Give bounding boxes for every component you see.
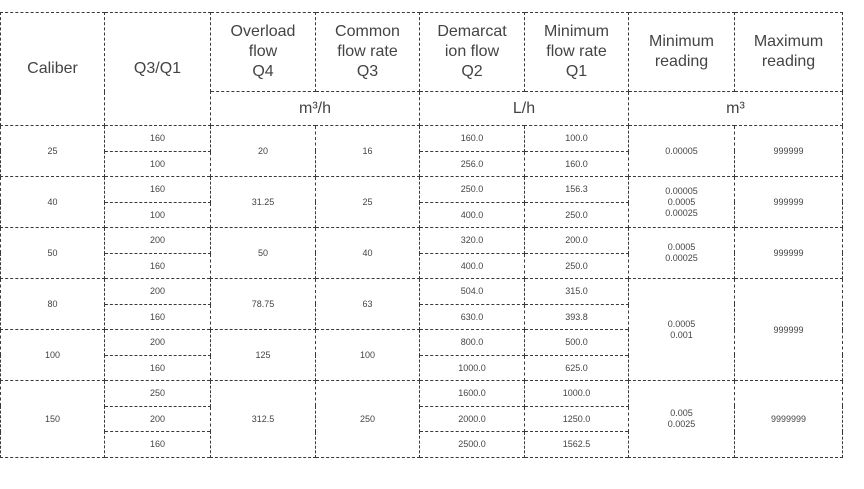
- q4-cell: 50: [211, 228, 316, 279]
- q2-cell: 504.0: [420, 279, 525, 305]
- ratio-cell: 160: [105, 253, 211, 279]
- ratio-cell: 160: [105, 177, 211, 203]
- header-maximum-reading: [735, 13, 843, 92]
- min-reading-cell: [629, 279, 735, 381]
- header-line: Q2: [461, 63, 483, 80]
- caliber-cell: 40: [1, 177, 105, 228]
- min-reading-cell: [629, 381, 735, 458]
- flow-spec-table: [0, 12, 843, 458]
- q4-cell: 125: [211, 330, 316, 381]
- max-reading-cell: 999999: [735, 228, 843, 279]
- q2-cell: 2000.0: [420, 406, 525, 432]
- q3-cell: 25: [316, 177, 420, 228]
- header-line: Q3: [356, 63, 379, 80]
- ratio-cell: 160: [105, 432, 211, 458]
- q2-cell: 256.0: [420, 151, 525, 177]
- ratio-cell: 200: [105, 228, 211, 254]
- table-row: [1, 279, 843, 305]
- min-reading-value: 0.0025: [667, 418, 696, 429]
- flow-spec-table-wrapper: [0, 12, 842, 458]
- q1-cell: 1250.0: [525, 406, 629, 432]
- q1-cell: 315.0: [525, 279, 629, 305]
- max-reading-cell: 999999: [735, 279, 843, 381]
- ratio-cell: 160: [105, 126, 211, 152]
- q2-cell: 400.0: [420, 202, 525, 228]
- unit-flow-m3h: m³/h: [211, 92, 420, 126]
- header-line: flow: [248, 43, 278, 60]
- min-reading-value: 0.00005: [665, 145, 698, 156]
- q2-cell: 400.0: [420, 253, 525, 279]
- max-reading-cell: 9999999: [735, 381, 843, 458]
- q2-cell: 1600.0: [420, 381, 525, 407]
- header-minimum-reading: [629, 13, 735, 92]
- min-reading-value: 0.0005: [667, 242, 696, 252]
- caliber-cell: 100: [1, 330, 105, 381]
- q4-cell: 312.5: [211, 381, 316, 458]
- min-reading-value: 0.005: [670, 407, 693, 418]
- header-line: Minimum: [544, 23, 609, 40]
- q3-cell: 40: [316, 228, 420, 279]
- min-reading-value: 0.0005: [667, 318, 696, 329]
- header-line: reading: [654, 53, 709, 70]
- q2-cell: 2500.0: [420, 432, 525, 458]
- header-common-flow: [316, 13, 420, 92]
- q2-cell: 1000.0: [420, 355, 525, 381]
- caliber-cell: 80: [1, 279, 105, 330]
- header-demarcation-flow: [420, 13, 525, 92]
- q2-cell: 800.0: [420, 330, 525, 356]
- header-line: Q4: [252, 63, 274, 80]
- min-reading-cell: [629, 177, 735, 228]
- q1-cell: 250.0: [525, 253, 629, 279]
- unit-flow-lh: L/h: [420, 92, 629, 126]
- header-line: flow rate: [337, 43, 398, 60]
- header-line: Q1: [565, 63, 588, 80]
- header-line: ion flow: [444, 43, 500, 60]
- ratio-cell: 100: [105, 151, 211, 177]
- header-line: Demarcat: [437, 23, 507, 40]
- header-minimum-flow: [525, 13, 629, 92]
- q1-cell: 156.3: [525, 177, 629, 203]
- header-caliber: Caliber: [1, 13, 105, 126]
- ratio-cell: 200: [105, 330, 211, 356]
- q4-cell: 20: [211, 126, 316, 177]
- header-q3-q1: Q3/Q1: [105, 13, 211, 126]
- q1-cell: 1000.0: [525, 381, 629, 407]
- max-reading-cell: 999999: [735, 177, 843, 228]
- table-row: [1, 126, 843, 152]
- q2-cell: 630.0: [420, 304, 525, 330]
- min-reading-cell: [629, 126, 735, 177]
- table-row: [1, 228, 843, 254]
- min-reading-value: 0.00025: [665, 253, 698, 263]
- min-reading-value: 0.001: [670, 329, 693, 340]
- min-reading-value: 0.00025: [665, 207, 698, 218]
- min-reading-value: 0.00005: [665, 185, 698, 196]
- q1-cell: 100.0: [525, 126, 629, 152]
- q4-cell: 78.75: [211, 279, 316, 330]
- q1-cell: 160.0: [525, 151, 629, 177]
- header-line: Common: [335, 23, 400, 40]
- q2-cell: 160.0: [420, 126, 525, 152]
- header-line: Maximum: [753, 33, 824, 50]
- min-reading-value: 0.0005: [667, 196, 696, 207]
- q2-cell: 320.0: [420, 228, 525, 254]
- q3-cell: 250: [316, 381, 420, 458]
- q1-cell: 1562.5: [525, 432, 629, 458]
- ratio-cell: 200: [105, 279, 211, 305]
- ratio-cell: 250: [105, 381, 211, 407]
- header-line: Minimum: [649, 33, 714, 50]
- caliber-cell: 150: [1, 381, 105, 458]
- unit-reading-m3: m³: [629, 92, 843, 126]
- q1-cell: 625.0: [525, 355, 629, 381]
- min-reading-cell: [629, 228, 735, 279]
- caliber-cell: 25: [1, 126, 105, 177]
- ratio-cell: 160: [105, 304, 211, 330]
- q1-cell: 200.0: [525, 228, 629, 254]
- table-row: [1, 177, 843, 203]
- header-overload-flow: [211, 13, 316, 92]
- q1-cell: 393.8: [525, 304, 629, 330]
- max-reading-cell: 999999: [735, 126, 843, 177]
- caliber-cell: 50: [1, 228, 105, 279]
- q1-cell: 500.0: [525, 330, 629, 356]
- q3-cell: 100: [316, 330, 420, 381]
- q1-cell: 250.0: [525, 202, 629, 228]
- q2-cell: 250.0: [420, 177, 525, 203]
- header-line: Overload: [230, 23, 296, 40]
- header-line: flow rate: [546, 43, 607, 60]
- q3-cell: 16: [316, 126, 420, 177]
- ratio-cell: 200: [105, 406, 211, 432]
- table-row: [1, 381, 843, 407]
- q3-cell: 63: [316, 279, 420, 330]
- ratio-cell: 100: [105, 202, 211, 228]
- q4-cell: 31.25: [211, 177, 316, 228]
- ratio-cell: 160: [105, 355, 211, 381]
- header-line: reading: [761, 53, 816, 70]
